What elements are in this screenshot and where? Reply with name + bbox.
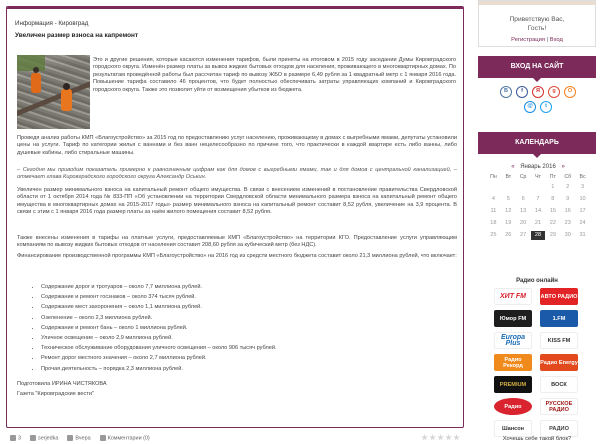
calendar-day[interactable]: 30 [564, 232, 571, 238]
calendar-day[interactable]: 5 [506, 196, 510, 202]
calendar-day[interactable]: 8 [551, 196, 555, 202]
greeting-text [479, 15, 595, 33]
calendar-day[interactable]: 13 [520, 208, 527, 214]
user-icon [30, 435, 36, 441]
greeting-guest: Гость! [527, 25, 547, 32]
comments-link[interactable]: Комментарии (0) [107, 435, 150, 442]
radio-widget-link[interactable]: Хочешь себе такой блок? [502, 436, 572, 442]
calendar-weekday: Пн [490, 174, 497, 180]
news-article [6, 6, 464, 428]
calendar-day[interactable]: 28 [531, 231, 546, 240]
calendar-day[interactable]: 7 [536, 196, 540, 202]
calendar-day[interactable]: 16 [564, 208, 571, 214]
eye-icon [10, 435, 16, 441]
radio-title: Радио онлайн [516, 278, 558, 284]
list-item: • Прочая деятельность – порядка 2,3 миллиона рублей. [41, 364, 421, 374]
list-item: • Содержание и ремонт госзнаков – около 374 тысяч рублей. [41, 292, 421, 302]
radio-station-logo[interactable]: Europa Plus [494, 332, 532, 349]
yandex-icon[interactable]: Я [532, 86, 544, 98]
twitter-icon[interactable]: t [540, 101, 552, 113]
calendar-day[interactable]: 18 [490, 220, 497, 226]
star-icon[interactable] [445, 434, 452, 441]
radio-station-logo[interactable]: KISS FM [540, 332, 578, 349]
star-icon[interactable] [421, 434, 428, 441]
facebook-icon[interactable]: f [516, 86, 528, 98]
radio-station-logo[interactable]: ВОСК [540, 376, 578, 393]
calendar-day[interactable]: 12 [505, 208, 512, 214]
list-item: • Озеленение – около 2,3 миллиона рублей. [41, 313, 421, 323]
calendar-heading: КАЛЕНДАРЬ [478, 132, 596, 154]
calendar-empty-cell [531, 183, 546, 192]
login-heading: ВХОД НА САЙТ [478, 56, 596, 78]
calendar-day[interactable]: 27 [520, 232, 527, 238]
calendar-day[interactable]: 17 [579, 208, 586, 214]
article-intro-paragraph: Это и другие решения, которые касаются изменения тарифов, были приняты на итоговом в 2015 году заседании Думы Кировградского городского округа. Изменён размер платы за вывоз жидких бытовых отходов для населения, проживающего в многоквартирных домах. По результатам проведённой работы был рассчитан тариф по вывозу ЖБО в размере 6,49 рубля за 1 квадратный метр с 1 января 2016 года. Повышение тарифа составило 46 процентов, что будет полностью обеспечивать затраты управляющих компаний и Кировградского городского округа. Также это позволит уйти от возмещения убытков из бюджета. [93, 57, 456, 93]
photo-road-edge [17, 77, 90, 117]
calendar-nav [486, 164, 590, 170]
calendar-weekday: Вс [579, 174, 586, 180]
author-meta[interactable] [30, 435, 58, 441]
calendar-day[interactable]: 3 [581, 184, 585, 190]
article-author-credit: Подготовила ИРИНА ЧИСТЯКОВА [17, 381, 107, 387]
auth-links [479, 37, 595, 43]
list-item: • Техническое обслуживание оборудования уличного освещения – около 906 тысяч рублей. [41, 343, 421, 353]
calendar-weekday: Вт [505, 174, 512, 180]
radio-station-logo[interactable]: Радио Energy [540, 354, 578, 371]
calendar-day[interactable]: 19 [505, 220, 512, 226]
photo-worker [61, 89, 72, 111]
calendar-next-button[interactable]: » [561, 164, 565, 170]
rating-stars[interactable] [421, 434, 460, 441]
calendar-day[interactable]: 21 [534, 220, 542, 226]
views-meta [10, 435, 21, 441]
photo-greenery [17, 55, 45, 71]
register-link[interactable]: Регистрация [511, 37, 545, 43]
star-icon[interactable] [453, 434, 460, 441]
social-login-icons [498, 86, 578, 113]
article-photo [17, 55, 90, 129]
vk-icon[interactable]: В [500, 86, 512, 98]
calendar-weekday: Ср [519, 174, 527, 180]
date-meta [67, 435, 90, 441]
calendar-weekday: Сб [564, 174, 572, 180]
article-paragraph: Также внесены изменения в тарифы на платные услуги, предоставляемые КМП «Благоустройство» на территории КГО. Предоставление услуги управляющим компаниям по вывозу жидких бытовых отходов от населения составит 208,60 рубля за кубический метр (без НДС). [17, 235, 457, 249]
radio-station-logo[interactable]: Юмор FM [494, 310, 532, 327]
calendar-day[interactable]: 29 [549, 232, 556, 238]
calendar-day[interactable]: 24 [579, 220, 586, 226]
radio-station-logo[interactable]: РУССКОЕ РАДИО [540, 398, 578, 415]
star-icon[interactable] [429, 434, 436, 441]
calendar-grid [486, 174, 590, 240]
article-paragraph: Финансирование производственной программы КМП «Благоустройство» на 2016 год из средств местного бюджета составит около 21,3 миллиона рублей, что включает: [17, 253, 457, 259]
article-paragraph: Увеличен размер минимального взноса на капитальный ремонт общего имущества. В связи с внесением изменений в постановление правительства Свердловской области от 1 октября 2014 года № 833-ПП «Об установлении на территории Свердловской области минимального размера взноса на капитальный ремонт общего имущества в многоквартирных домах на 2015-2017 годы» размер минимального взноса на капитальный ремонт составит 8,52 рубля, увеличение на 3,9 процента. В связи с этим с 1 января 2016 года размер платы за наём жилого помещения составит 8,52 рубля. [17, 187, 457, 216]
radio-station-logo[interactable]: РАДИО [540, 420, 578, 437]
radio-station-logo[interactable]: Радио Рекорд [494, 354, 532, 371]
greeting-top-bar [479, 1, 595, 5]
funding-list [41, 282, 421, 374]
calendar-prev-button[interactable]: « [511, 164, 515, 170]
article-quote: – Сегодня мы приводим показатель примерно к равнозначным цифрам как для домов с выгребными ямами, так и для домов с центральной канализацией, – отмечает глава Кировградского городского округа Александр Оськин. [17, 167, 457, 181]
odnoklassniki-icon[interactable]: O [564, 86, 576, 98]
calendar-weekday: Чт [535, 174, 541, 180]
article-headline[interactable]: Увеличен размер взноса на капремонт [15, 32, 138, 39]
radio-station-logo[interactable]: PREMIUM [494, 376, 532, 393]
sidebar [478, 0, 596, 444]
calendar-day[interactable]: 14 [534, 208, 542, 214]
list-item: • Ремонт дорог местного значения – около 2,7 миллиона рублей. [41, 353, 421, 363]
calendar-day[interactable]: 15 [549, 208, 556, 214]
photo-worker [31, 73, 41, 93]
article-paragraph: Проведя анализ работы КМП «Благоустройство» за 2015 год по предоставлению услуг населению, проживающему в домах с выгребными ямами, депутаты установили цены на услуги. Тариф по категории жилья с ваннами и без ванн нецелесообразно по причине того, что практически в каждой квартире есть либо ванны, либо душевые кабины, либо стиральные машины. [17, 135, 457, 156]
mailru-icon[interactable]: @ [524, 101, 536, 113]
calendar-day[interactable]: 23 [564, 220, 571, 226]
calendar-icon [67, 435, 73, 441]
comment-icon [100, 435, 106, 441]
calendar-day[interactable]: 22 [549, 220, 556, 226]
radio-station-logo[interactable]: Шансон [494, 420, 532, 437]
calendar-empty-cell [486, 183, 501, 192]
greeting-line: Приветствую Вас, [509, 16, 565, 23]
calendar-day[interactable]: 25 [490, 232, 497, 238]
radio-station-logo[interactable]: Радио [494, 398, 532, 415]
calendar-weekday: Пт [549, 174, 556, 180]
login-link[interactable]: Вход [549, 37, 563, 43]
calendar-day[interactable]: 2 [566, 184, 570, 190]
author-name[interactable]: serjedka [38, 435, 59, 442]
article-source-credit: Газета "Кировградские вести" [17, 391, 94, 397]
auth-separator: | [546, 37, 549, 43]
calendar-widget [486, 164, 590, 240]
list-item: • Содержание дорог и тротуаров – около 7,7 миллиона рублей. [41, 282, 421, 292]
radio-stations-grid [494, 288, 580, 437]
list-item: • Содержание и ремонт бань – около 1 миллиона рублей. [41, 323, 421, 333]
views-count: 3 [18, 435, 21, 442]
calendar-month-label[interactable]: Январь 2016 [520, 164, 556, 170]
calendar-day[interactable]: 31 [579, 232, 586, 238]
calendar-day[interactable]: 10 [579, 196, 586, 202]
comments-meta[interactable] [100, 435, 150, 441]
calendar-day[interactable]: 11 [490, 208, 497, 214]
calendar-day[interactable]: 20 [520, 220, 527, 226]
calendar-day[interactable]: 6 [521, 196, 525, 202]
calendar-day[interactable]: 9 [566, 196, 570, 202]
calendar-empty-cell [516, 183, 531, 192]
list-item: • Содержание мест захоронения – около 1,1 миллиона рублей. [41, 302, 421, 312]
google-icon[interactable]: g [548, 86, 560, 98]
publish-date: Вчера [75, 435, 91, 442]
article-top-border [7, 7, 463, 9]
article-meta-bar [6, 432, 464, 444]
calendar-day[interactable]: 4 [491, 196, 495, 202]
radio-station-logo[interactable]: ХИТ FM [494, 288, 532, 305]
calendar-day[interactable]: 26 [505, 232, 512, 238]
radio-station-logo[interactable]: АВТО РАДИО [540, 288, 578, 305]
star-icon[interactable] [437, 434, 444, 441]
radio-station-logo[interactable]: 1.FM [540, 310, 578, 327]
calendar-empty-cell [501, 183, 516, 192]
calendar-day[interactable]: 1 [551, 184, 555, 190]
article-category[interactable]: Информация - Кировград [15, 20, 89, 27]
greeting-box [478, 0, 596, 47]
list-item: • Уличное освещение – около 2,9 миллиона рублей. [41, 333, 421, 343]
